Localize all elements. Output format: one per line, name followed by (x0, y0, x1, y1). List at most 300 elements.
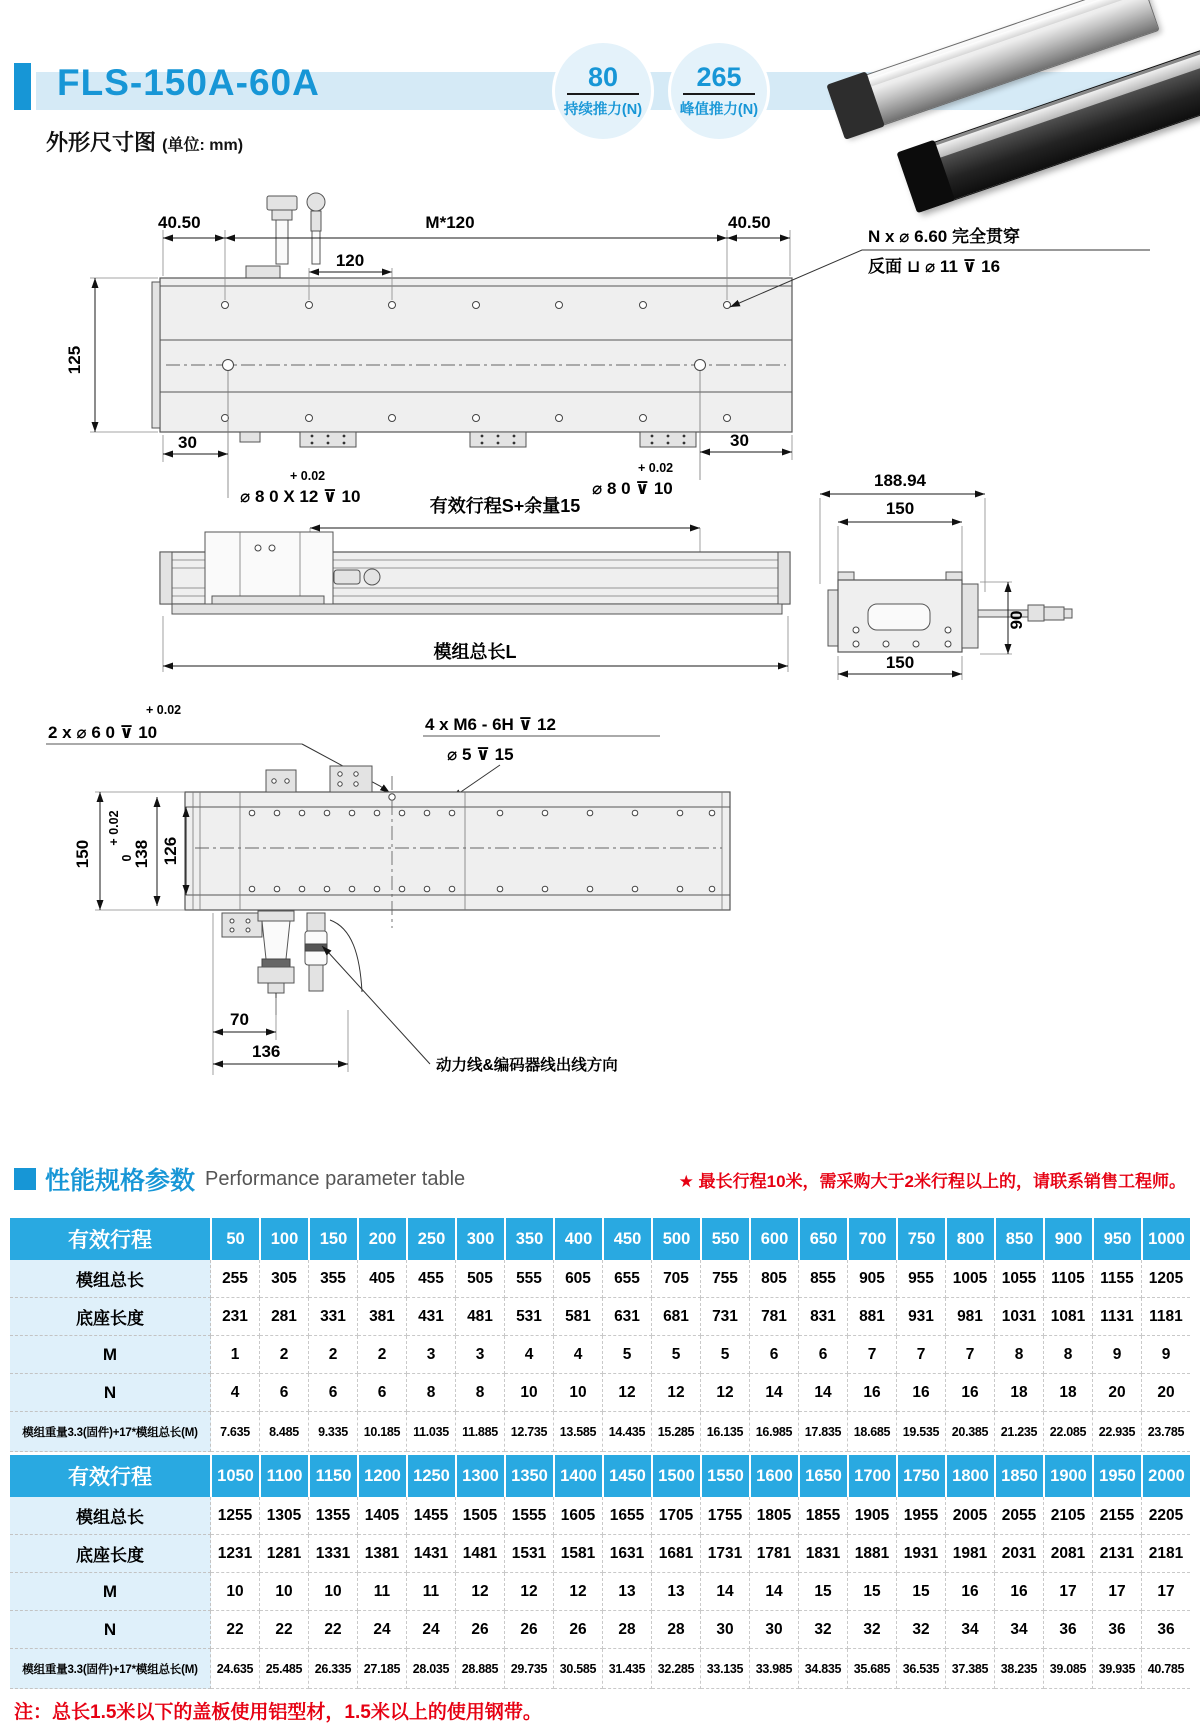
table-header-cell: 1900 (1045, 1455, 1094, 1497)
table-cell: 14 (799, 1374, 848, 1412)
through-hole-note-line1: N x ⌀ 6.60 完全贯穿 (868, 227, 1020, 246)
table-cell: 1081 (1044, 1298, 1093, 1336)
table-cell: 23.785 (1142, 1412, 1190, 1452)
pin-hole-tolerance: + 0.02 (146, 703, 182, 717)
table-row-label: 模组总长 (10, 1497, 211, 1535)
table-cell: 16.135 (701, 1412, 750, 1452)
table-cell: 1481 (456, 1535, 505, 1573)
table-header-cell: 1750 (898, 1455, 947, 1497)
table-cell: 11.035 (407, 1412, 456, 1452)
table-header-cell: 1650 (800, 1455, 849, 1497)
table-header-cell: 1200 (359, 1455, 408, 1497)
drawing-title-unit: (单位: mm) (162, 137, 244, 154)
table-cell: 6 (260, 1374, 309, 1412)
table-cell: 30.585 (554, 1649, 603, 1689)
table-cell: 1831 (799, 1535, 848, 1573)
table-cell: 28.035 (407, 1649, 456, 1689)
table-cell: 2 (309, 1336, 358, 1374)
table-cell: 5 (701, 1336, 750, 1374)
table-cell: 16 (946, 1374, 995, 1412)
dim-120: 120 (335, 251, 365, 270)
table-cell: 1555 (505, 1497, 554, 1535)
table-cell: 18 (1044, 1374, 1093, 1412)
table-cell: 431 (407, 1298, 456, 1336)
table-cell: 805 (750, 1260, 799, 1298)
table-cell: 36.535 (897, 1649, 946, 1689)
table-cell: 17 (1093, 1573, 1142, 1611)
table-cell: 22 (260, 1611, 309, 1649)
table-cell: 12 (456, 1573, 505, 1611)
table-header-cell: 950 (1094, 1218, 1143, 1260)
dim-30-left: 30 (178, 433, 197, 452)
table-cell: 3 (456, 1336, 505, 1374)
table-header-cell: 1800 (947, 1455, 996, 1497)
table-cell: 2031 (995, 1535, 1044, 1573)
table-row (10, 1497, 1190, 1535)
performance-red-note: ★ 最长行程10米，需采购大于2米行程以上的，请联系销售工程师。 (678, 1171, 1186, 1191)
table-row-label: 模组重量3.3(固件)+17*模组总长(M) (10, 1649, 211, 1689)
table-cell: 10 (505, 1374, 554, 1412)
table-cell: 1155 (1093, 1260, 1142, 1298)
table-cell: 24.635 (211, 1649, 260, 1689)
table-cell: 1305 (260, 1497, 309, 1535)
table-cell: 34 (995, 1611, 1044, 1649)
table-cell: 14 (701, 1573, 750, 1611)
table-cell: 14 (750, 1573, 799, 1611)
table-cell: 10 (260, 1573, 309, 1611)
table-header-cell: 1300 (457, 1455, 506, 1497)
product-photo (790, 0, 1200, 175)
table-cell: 1981 (946, 1535, 995, 1573)
table-row (10, 1611, 1190, 1649)
table-cell: 26.335 (309, 1649, 358, 1689)
table-cell: 705 (652, 1260, 701, 1298)
table-cell: 731 (701, 1298, 750, 1336)
table-cell: 26 (456, 1611, 505, 1649)
performance-title-en: Performance parameter table (205, 1167, 466, 1190)
table-cell: 10 (309, 1573, 358, 1611)
table-cell: 40.785 (1142, 1649, 1190, 1689)
table-cell: 10 (554, 1374, 603, 1412)
dim-136: 136 (252, 1042, 281, 1061)
table-cell: 1005 (946, 1260, 995, 1298)
table-cell: 21.235 (995, 1412, 1044, 1452)
table-cell: 36 (1044, 1611, 1093, 1649)
table-header-cell: 1950 (1094, 1455, 1143, 1497)
dim-margin-left: 40.50 (158, 213, 201, 232)
table-cell: 2105 (1044, 1497, 1093, 1535)
table-header-cell: 200 (359, 1218, 408, 1260)
table-cell: 1705 (652, 1497, 701, 1535)
table-cell: 16 (946, 1573, 995, 1611)
table-cell: 11 (358, 1573, 407, 1611)
table-cell: 1755 (701, 1497, 750, 1535)
table-cell: 28 (652, 1611, 701, 1649)
table-cell: 1105 (1044, 1260, 1093, 1298)
table-cell: 12 (554, 1573, 603, 1611)
table-cell: 1631 (603, 1535, 652, 1573)
table-cell: 10.185 (358, 1412, 407, 1452)
table-cell: 32 (799, 1611, 848, 1649)
table-cell: 1781 (750, 1535, 799, 1573)
table-header-cell: 750 (898, 1218, 947, 1260)
table-cell: 32 (897, 1611, 946, 1649)
peak-force-value: 265 (696, 61, 742, 92)
badge-divider (567, 93, 639, 95)
table-header-cell: 1000 (1143, 1218, 1190, 1260)
table-cell: 20 (1142, 1374, 1190, 1412)
table-header-cell: 800 (947, 1218, 996, 1260)
table-row-label: 底座长度 (10, 1298, 211, 1336)
dimension-drawings (0, 180, 1200, 1100)
table-header-cell: 450 (604, 1218, 653, 1260)
table-cell: 355 (309, 1260, 358, 1298)
table-header-cell: 1250 (408, 1455, 457, 1497)
table-cell: 655 (603, 1260, 652, 1298)
performance-section-header (14, 1162, 1186, 1196)
table-cell: 2081 (1044, 1535, 1093, 1573)
table-cell: 12.735 (505, 1412, 554, 1452)
table-cell: 1681 (652, 1535, 701, 1573)
table-row (10, 1649, 1190, 1689)
table-cell: 24 (358, 1611, 407, 1649)
table-cell: 30 (701, 1611, 750, 1649)
performance-table-2 (10, 1455, 1190, 1689)
table-cell: 831 (799, 1298, 848, 1336)
table-header-cell: 1100 (261, 1455, 310, 1497)
table-cell: 34 (946, 1611, 995, 1649)
dim-margin-right: 40.50 (728, 213, 771, 232)
table-cell: 981 (946, 1298, 995, 1336)
table-cell: 855 (799, 1260, 848, 1298)
table-cell: 31.435 (603, 1649, 652, 1689)
table-cell: 28 (603, 1611, 652, 1649)
table-cell: 2131 (1093, 1535, 1142, 1573)
table-cell: 405 (358, 1260, 407, 1298)
table-cell: 17 (1142, 1573, 1190, 1611)
dim-138-tol-plus: + 0.02 (107, 810, 121, 846)
table-header-row (10, 1455, 1190, 1497)
table-cell: 22 (309, 1611, 358, 1649)
table-cell: 11 (407, 1573, 456, 1611)
table-row (10, 1260, 1190, 1298)
table-header-cell: 100 (261, 1218, 310, 1260)
table-cell: 955 (897, 1260, 946, 1298)
table-row-label: 底座长度 (10, 1535, 211, 1573)
continuous-force-badge (552, 40, 654, 142)
peak-force-badge (668, 40, 770, 142)
drawing-title-text: 外形尺寸图 (46, 130, 157, 155)
table-cell: 2155 (1093, 1497, 1142, 1535)
table-cell: 39.935 (1093, 1649, 1142, 1689)
table-cell: 12 (505, 1573, 554, 1611)
table-cell: 34.835 (799, 1649, 848, 1689)
cable-direction-note: 动力线&编码器线出线方向 (436, 1057, 618, 1074)
table-header-cell: 1850 (996, 1455, 1045, 1497)
table-row (10, 1298, 1190, 1336)
table-header-cell: 2000 (1143, 1455, 1190, 1497)
table-cell: 8 (456, 1374, 505, 1412)
section-square-icon (14, 1168, 36, 1190)
table-cell: 13 (652, 1573, 701, 1611)
table-header-label: 有效行程 (10, 1455, 212, 1497)
table-cell: 16 (995, 1573, 1044, 1611)
table-cell: 305 (260, 1260, 309, 1298)
continuous-force-label: 持续推力(N) (563, 102, 643, 119)
table-cell: 19.535 (897, 1412, 946, 1452)
top-view-feet (240, 432, 696, 447)
table-cell: 455 (407, 1260, 456, 1298)
dim-70: 70 (230, 1010, 249, 1029)
table-cell: 2 (358, 1336, 407, 1374)
table-cell: 18.685 (848, 1412, 897, 1452)
table-header-cell: 500 (653, 1218, 702, 1260)
bottom-view-connectors (222, 911, 362, 1015)
table-cell: 1505 (456, 1497, 505, 1535)
footnote: 注：总长1.5米以下的盖板使用铝型材，1.5米以上的使用钢带。 (14, 1702, 542, 1723)
table-cell: 36 (1142, 1611, 1190, 1649)
table-cell: 531 (505, 1298, 554, 1336)
table-cell: 27.185 (358, 1649, 407, 1689)
table-cell: 4 (211, 1374, 260, 1412)
bottom-view-drawing (46, 703, 730, 1075)
table-header-cell: 1400 (555, 1455, 604, 1497)
table-cell: 1255 (211, 1497, 260, 1535)
table-cell: 12 (701, 1374, 750, 1412)
table-cell: 37.385 (946, 1649, 995, 1689)
table-cell: 931 (897, 1298, 946, 1336)
badge-divider (683, 93, 755, 95)
table-row (10, 1412, 1190, 1452)
table-cell: 1955 (897, 1497, 946, 1535)
table-cell: 1 (211, 1336, 260, 1374)
table-cell: 2205 (1142, 1497, 1190, 1535)
table-cell: 1905 (848, 1497, 897, 1535)
table-cell: 755 (701, 1260, 750, 1298)
table-cell: 1055 (995, 1260, 1044, 1298)
top-view-drawing (65, 193, 1150, 506)
table-cell: 1855 (799, 1497, 848, 1535)
table-cell: 8 (995, 1336, 1044, 1374)
table-cell: 33.985 (750, 1649, 799, 1689)
table-cell: 15 (799, 1573, 848, 1611)
table-cell: 1131 (1093, 1298, 1142, 1336)
table-header-cell: 350 (506, 1218, 555, 1260)
dim-138-tol-zero: 0 (120, 854, 134, 862)
table-cell: 15 (897, 1573, 946, 1611)
table-cell: 681 (652, 1298, 701, 1336)
table-cell: 1805 (750, 1497, 799, 1535)
dim-height-90: 90 (1007, 610, 1026, 630)
table-cell: 14.435 (603, 1412, 652, 1452)
table-row (10, 1535, 1190, 1573)
table-header-cell: 700 (849, 1218, 898, 1260)
table-cell: 1205 (1142, 1260, 1190, 1298)
table-cell: 631 (603, 1298, 652, 1336)
table-cell: 29.735 (505, 1649, 554, 1689)
table-cell: 1605 (554, 1497, 603, 1535)
table-cell: 14 (750, 1374, 799, 1412)
table-cell: 3 (407, 1336, 456, 1374)
table-header-cell: 900 (1045, 1218, 1094, 1260)
table-cell: 10 (211, 1573, 260, 1611)
table-cell: 781 (750, 1298, 799, 1336)
dim-effective-stroke: 有效行程S+余量15 (429, 496, 581, 516)
table-cell: 26 (505, 1611, 554, 1649)
table-cell: 33.135 (701, 1649, 750, 1689)
table-header-cell: 550 (702, 1218, 751, 1260)
table-cell: 4 (554, 1336, 603, 1374)
table-cell: 2055 (995, 1497, 1044, 1535)
table-cell: 1231 (211, 1535, 260, 1573)
table-cell: 39.085 (1044, 1649, 1093, 1689)
table-header-cell: 300 (457, 1218, 506, 1260)
table-cell: 605 (554, 1260, 603, 1298)
end-view-drawing (820, 471, 1072, 680)
dim-total-length: 模组总长L (433, 642, 517, 662)
table-cell: 15 (848, 1573, 897, 1611)
table-cell: 4 (505, 1336, 554, 1374)
peak-force-label: 峰值推力(N) (679, 102, 759, 119)
hole-left-tolerance: + 0.02 (290, 469, 326, 483)
table-cell: 1031 (995, 1298, 1044, 1336)
table-cell: 1881 (848, 1535, 897, 1573)
table-cell: 6 (358, 1374, 407, 1412)
table-header-cell: 1700 (849, 1455, 898, 1497)
table-cell: 9 (1142, 1336, 1190, 1374)
table-cell: 1431 (407, 1535, 456, 1573)
dim-top-150: 150 (885, 499, 915, 518)
table-cell: 11.885 (456, 1412, 505, 1452)
table-header-cell: 1600 (751, 1455, 800, 1497)
table-cell: 17 (1044, 1573, 1093, 1611)
m6-thread-callout: 4 x M6 - 6H ⊽ 12 (425, 715, 556, 734)
table-cell: 25.485 (260, 1649, 309, 1689)
table-cell: 1731 (701, 1535, 750, 1573)
table-cell: 6 (309, 1374, 358, 1412)
drawing-section-title (46, 126, 243, 157)
table-cell: 16.985 (750, 1412, 799, 1452)
table-cell: 2 (260, 1336, 309, 1374)
table-cell: 17.835 (799, 1412, 848, 1452)
dim-126: 126 (161, 836, 180, 866)
table-cell: 12 (603, 1374, 652, 1412)
table-cell: 2181 (1142, 1535, 1190, 1573)
table-cell: 1655 (603, 1497, 652, 1535)
accent-bar (14, 63, 31, 110)
table-row (10, 1573, 1190, 1611)
table-cell: 30 (750, 1611, 799, 1649)
hole-left-callout: ⌀ 8 0 X 12 ⊽ 10 (240, 487, 361, 506)
table-row-label: N (10, 1374, 211, 1412)
dim-150: 150 (73, 839, 92, 869)
page-title: FLS-150A-60A (57, 62, 320, 103)
table-header-cell: 50 (212, 1218, 261, 1260)
table-cell: 5 (603, 1336, 652, 1374)
table-row-label: N (10, 1611, 211, 1649)
table-cell: 26 (554, 1611, 603, 1649)
table-header-cell: 650 (800, 1218, 849, 1260)
table-cell: 32 (848, 1611, 897, 1649)
table-cell: 8.485 (260, 1412, 309, 1452)
table-row-label: M (10, 1573, 211, 1611)
table-cell: 1281 (260, 1535, 309, 1573)
table-row (10, 1336, 1190, 1374)
continuous-force-value: 80 (587, 61, 619, 92)
table-cell: 38.235 (995, 1649, 1044, 1689)
table-cell: 12 (652, 1374, 701, 1412)
table-cell: 9 (1093, 1336, 1142, 1374)
table-cell: 16 (897, 1374, 946, 1412)
hole-right-tolerance: + 0.02 (638, 461, 674, 475)
table-header-row (10, 1218, 1190, 1260)
table-cell: 7.635 (211, 1412, 260, 1452)
dim-138: 138 (132, 839, 151, 869)
table-row (10, 1374, 1190, 1412)
table-cell: 8 (1044, 1336, 1093, 1374)
through-hole-note-line2: 反面 ⊔ ⌀ 11 ⊽ 16 (868, 257, 1001, 276)
table-cell: 18 (995, 1374, 1044, 1412)
table-header-cell: 600 (751, 1218, 800, 1260)
table-cell: 5 (652, 1336, 701, 1374)
dim-30-right: 30 (730, 431, 749, 450)
table-cell: 1331 (309, 1535, 358, 1573)
table-cell: 555 (505, 1260, 554, 1298)
table-cell: 16 (848, 1374, 897, 1412)
table-cell: 1405 (358, 1497, 407, 1535)
dim-bottom-150: 150 (885, 653, 915, 672)
table-header-cell: 150 (310, 1218, 359, 1260)
table-header-cell: 1150 (310, 1455, 359, 1497)
hole-right-callout: ⌀ 8 0 ⊽ 10 (592, 479, 673, 498)
table-header-cell: 1450 (604, 1455, 653, 1497)
table-cell: 231 (211, 1298, 260, 1336)
table-cell: 36 (1093, 1611, 1142, 1649)
table-cell: 9.335 (309, 1412, 358, 1452)
table-cell: 20 (1093, 1374, 1142, 1412)
table-cell: 6 (750, 1336, 799, 1374)
table-cell: 28.885 (456, 1649, 505, 1689)
table-cell: 7 (897, 1336, 946, 1374)
table-cell: 381 (358, 1298, 407, 1336)
table-cell: 1931 (897, 1535, 946, 1573)
dim-pitch: M*120 (425, 213, 475, 232)
table-cell: 15.285 (652, 1412, 701, 1452)
table-cell: 881 (848, 1298, 897, 1336)
table-cell: 13 (603, 1573, 652, 1611)
table-header-cell: 850 (996, 1218, 1045, 1260)
performance-title-cn: 性能规格参数 (45, 1167, 196, 1195)
table-cell: 8 (407, 1374, 456, 1412)
table-cell: 905 (848, 1260, 897, 1298)
table-cell: 35.685 (848, 1649, 897, 1689)
table-cell: 1455 (407, 1497, 456, 1535)
table-cell: 22.935 (1093, 1412, 1142, 1452)
table-header-cell: 1050 (212, 1455, 261, 1497)
pin-hole-callout: 2 x ⌀ 6 0 ⊽ 10 (48, 723, 158, 742)
table-row-label: M (10, 1336, 211, 1374)
table-cell: 331 (309, 1298, 358, 1336)
performance-table-1 (10, 1218, 1190, 1452)
table-header-cell: 400 (555, 1218, 604, 1260)
dim-overall-width: 188.94 (874, 471, 926, 490)
table-cell: 1381 (358, 1535, 407, 1573)
table-header-cell: 1500 (653, 1455, 702, 1497)
table-cell: 7 (946, 1336, 995, 1374)
table-row-label: 模组总长 (10, 1260, 211, 1298)
table-header-cell: 250 (408, 1218, 457, 1260)
table-cell: 24 (407, 1611, 456, 1649)
